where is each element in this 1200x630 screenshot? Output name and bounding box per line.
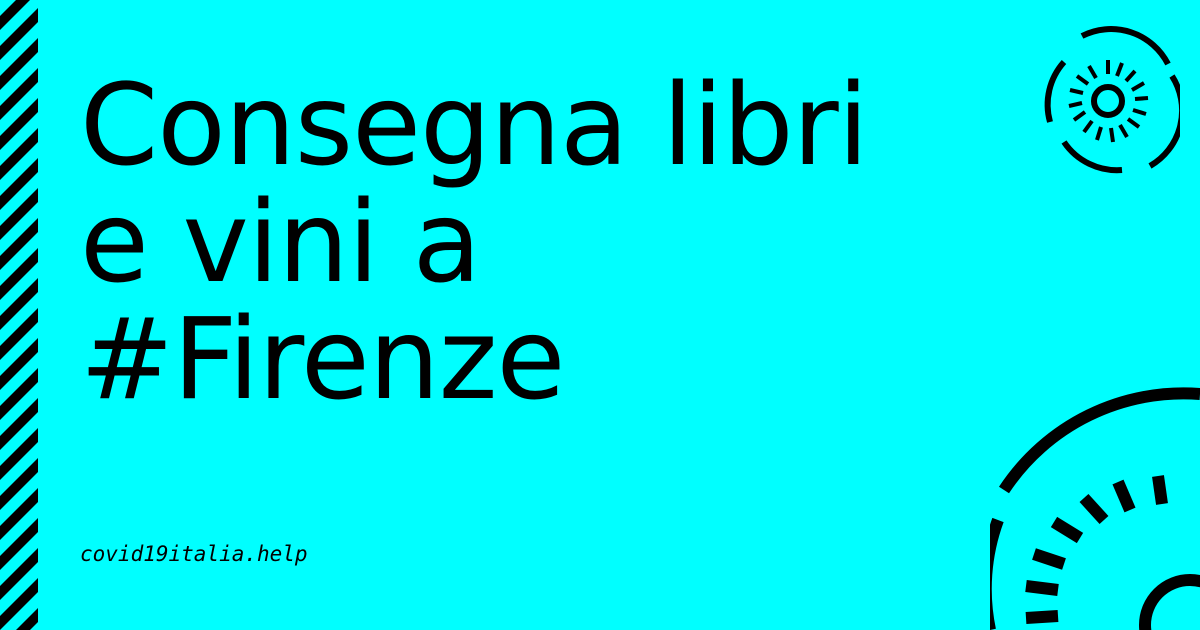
headline-line-2: e vini a: [80, 178, 481, 308]
radial-sun-logo-icon-large: [990, 380, 1200, 630]
headline-line-3: #Firenze: [80, 295, 565, 425]
headline-line-1: Consegna libri: [80, 61, 868, 191]
headline: [80, 61, 980, 425]
site-domain: covid19italia.help: [80, 542, 308, 566]
diagonal-stripe-border: [0, 0, 38, 630]
radial-sun-logo-icon: [1040, 26, 1180, 180]
